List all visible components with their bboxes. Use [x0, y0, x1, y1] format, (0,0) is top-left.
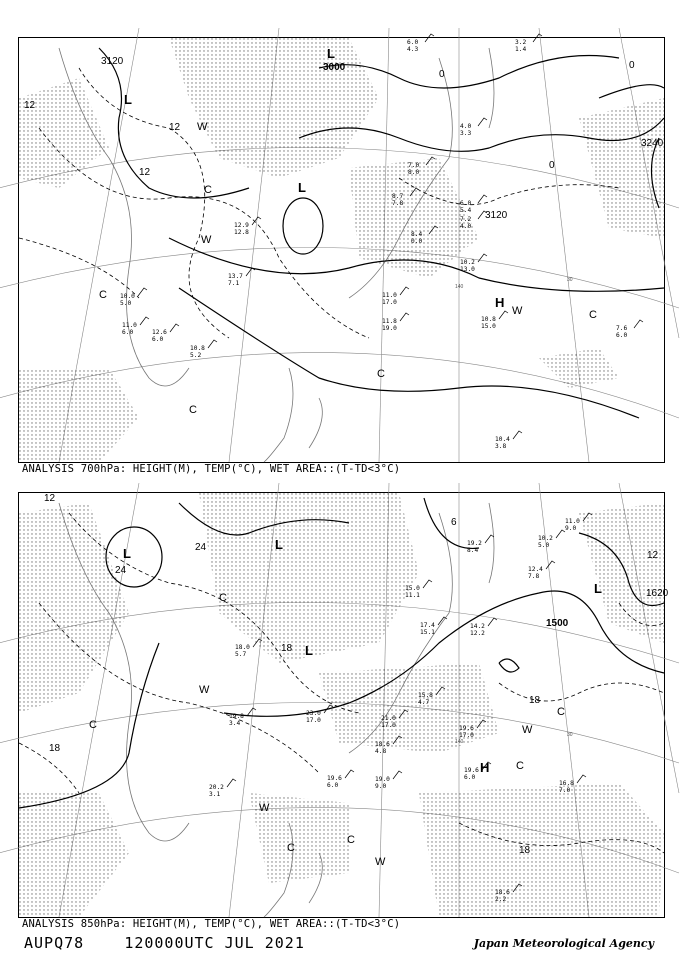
station-temperature: 20.2 — [209, 784, 224, 791]
wind-barb — [400, 313, 409, 321]
station-dewpoint-depression: 7.0 — [559, 787, 571, 794]
station-temperature: 19.8 — [229, 713, 244, 720]
wind-barb — [478, 118, 487, 126]
contour-label: 1500 — [546, 618, 569, 629]
map-850hpa — [19, 493, 669, 917]
high-center: H — [495, 295, 505, 310]
wind-barb — [227, 779, 236, 787]
warm-center: W — [375, 856, 386, 868]
station-temperature: 3.2 — [515, 39, 527, 46]
station-plot — [120, 288, 147, 307]
station-temperature: 19.6 — [464, 767, 479, 774]
station-plot — [467, 535, 494, 554]
station-dewpoint-depression: 17.0 — [382, 299, 397, 306]
wind-barb — [400, 287, 409, 295]
station-temperature: 12.4 — [528, 566, 543, 573]
station-temperature: 10.8 — [190, 345, 205, 352]
high-center: H — [480, 760, 490, 775]
warm-center: W — [522, 724, 533, 736]
station-plot — [481, 311, 508, 330]
warm-center: W — [259, 802, 270, 814]
station-dewpoint-depression: 17.0 — [459, 732, 474, 739]
station-temperature: 10.8 — [481, 316, 496, 323]
station-plot — [420, 617, 447, 636]
isotherm-label: 18 — [519, 845, 531, 856]
station-plot — [470, 618, 497, 637]
low-center: L — [305, 643, 313, 658]
station-dewpoint-depression: 7.8 — [392, 200, 404, 207]
wind-barb — [478, 195, 487, 203]
station-temperature: 15.8 — [418, 692, 433, 699]
wind-barb — [485, 535, 494, 543]
station-dewpoint-depression: 4.0 — [460, 223, 472, 230]
station-temperature: 13.7 — [228, 273, 243, 280]
station-temperature: 10.0 — [120, 293, 135, 300]
isotherm-label: 12 — [44, 493, 56, 504]
latitude-label: 30 — [567, 732, 573, 738]
station-plot — [122, 317, 149, 336]
station-dewpoint-depression: 17.0 — [306, 717, 321, 724]
cold-center: C — [219, 592, 227, 604]
station-dewpoint-depression: 3.3 — [460, 130, 472, 137]
wet-area-shading — [19, 38, 664, 462]
isotherm-label: 24 — [195, 542, 207, 553]
station-dewpoint-depression: 5.0 — [120, 300, 132, 307]
station-temperature: 7.2 — [460, 216, 472, 223]
warm-center: W — [197, 121, 208, 133]
cold-center: C — [557, 706, 565, 718]
contour-label: 3120 — [485, 210, 508, 221]
station-temperature: 11.0 — [565, 518, 580, 525]
contour-label: 3240 — [641, 138, 664, 149]
station-plot — [495, 431, 522, 450]
station-plot — [382, 313, 409, 332]
station-temperature: 16.8 — [559, 780, 574, 787]
station-temperature: 10.2 — [460, 259, 475, 266]
cold-center: C — [189, 404, 197, 416]
warm-center: W — [199, 684, 210, 696]
station-dewpoint-depression: 6.0 — [122, 329, 134, 336]
station-temperature: 10.4 — [495, 436, 510, 443]
wind-barb — [577, 775, 586, 783]
station-plot — [460, 118, 487, 137]
station-dewpoint-depression: 12.2 — [470, 630, 485, 637]
isotherm-label: 0 — [439, 69, 445, 80]
station-temperature: 21.0 — [381, 715, 396, 722]
warm-center: W — [201, 234, 212, 246]
station-dewpoint-depression: 6.0 — [152, 336, 164, 343]
wind-barb — [556, 530, 565, 538]
station-temperature: 6.0 — [460, 200, 472, 207]
cold-center: C — [89, 719, 97, 731]
isotherm-label: 0 — [629, 60, 635, 71]
station-temperature: 17.4 — [420, 622, 435, 629]
station-dewpoint-depression: 5.7 — [235, 651, 247, 658]
station-dewpoint-depression: 11.1 — [405, 592, 420, 599]
station-temperature: 7.0 — [408, 162, 420, 169]
station-dewpoint-depression: 9.0 — [565, 525, 577, 532]
wind-barb — [208, 340, 217, 348]
station-dewpoint-depression: 2.2 — [495, 896, 507, 903]
station-dewpoint-depression: 12.8 — [234, 229, 249, 236]
station-temperature: 18.6 — [375, 741, 390, 748]
station-dewpoint-depression: 5.4 — [460, 207, 472, 214]
station-dewpoint-depression: 4.7 — [418, 699, 430, 706]
station-plot — [407, 34, 434, 53]
station-plot — [152, 324, 179, 343]
contour-label: 1620 — [646, 588, 669, 599]
agency-credit: Japan Meteorological Agency — [473, 937, 654, 950]
cold-center: C — [204, 184, 212, 196]
longitude-label: 140 — [455, 284, 464, 290]
wind-barb — [513, 431, 522, 439]
station-dewpoint-depression: 4.3 — [407, 46, 419, 53]
wind-barb — [393, 771, 402, 779]
station-dewpoint-depression: 0.0 — [411, 238, 423, 245]
station-temperature: 18.0 — [235, 644, 250, 651]
isotherm-label: 6 — [451, 517, 457, 528]
wind-barb — [345, 770, 354, 778]
station-plot — [460, 254, 487, 273]
panel-caption-850hpa: ANALYSIS 850hPa: HEIGHT(M), TEMP(°C), WET AREA::(T-TD<3°C) — [22, 918, 401, 930]
cold-center: C — [516, 760, 524, 772]
product-code: AUPQ78 — [24, 934, 85, 952]
station-temperature: 14.2 — [470, 623, 485, 630]
station-plot — [190, 340, 217, 359]
station-dewpoint-depression: 7.1 — [228, 280, 240, 287]
station-temperature: 12.6 — [152, 329, 167, 336]
station-dewpoint-depression: 3.1 — [209, 791, 221, 798]
station-plot — [306, 705, 333, 724]
wind-barb — [423, 580, 432, 588]
station-dewpoint-depression: 5.0 — [538, 542, 550, 549]
isotherm-label: 12 — [169, 122, 181, 133]
low-center: L — [594, 581, 602, 596]
cold-center: C — [99, 289, 107, 301]
station-temperature: 12.9 — [234, 222, 249, 229]
isotherm-label: 12 — [647, 550, 659, 561]
station-temperature: 19.6 — [327, 775, 342, 782]
station-dewpoint-depression: 15.0 — [481, 323, 496, 330]
isotherm-label: 18 — [49, 743, 61, 754]
station-dewpoint-depression: 9.0 — [375, 783, 387, 790]
station-temperature: 6.0 — [407, 39, 419, 46]
isotherm-label: 18 — [529, 695, 541, 706]
station-temperature: 11.8 — [382, 318, 397, 325]
station-dewpoint-depression: 15.1 — [420, 629, 435, 636]
wind-barb — [425, 34, 434, 42]
station-dewpoint-depression: 3.8 — [495, 443, 507, 450]
station-dewpoint-depression: 17.0 — [381, 722, 396, 729]
panel-caption-700hpa: ANALYSIS 700hPa: HEIGHT(M), TEMP(°C), WET AREA::(T-TD<3°C) — [22, 463, 401, 475]
wind-barb — [634, 320, 643, 328]
station-dewpoint-depression: 8.4 — [467, 547, 479, 554]
station-dewpoint-depression: 6.0 — [616, 332, 628, 339]
station-temperature: 19.6 — [459, 725, 474, 732]
map-panel-700hpa — [18, 37, 665, 463]
wind-barb — [247, 708, 256, 716]
cold-center: C — [287, 842, 295, 854]
wind-barb — [546, 561, 555, 569]
isotherm-label: 18 — [281, 643, 293, 654]
wind-barb — [488, 618, 497, 626]
station-plot — [209, 779, 236, 798]
station-temperature: 23.0 — [306, 710, 321, 717]
station-dewpoint-depression: 5.2 — [190, 352, 202, 359]
wind-barb — [140, 317, 149, 325]
station-temperature: 11.0 — [122, 322, 137, 329]
station-temperature: 19.0 — [375, 776, 390, 783]
cold-center: C — [589, 309, 597, 321]
wind-barb — [170, 324, 179, 332]
station-temperature: 19.2 — [467, 540, 482, 547]
cold-center: C — [377, 368, 385, 380]
low-center: L — [327, 46, 335, 61]
low-center: L — [124, 92, 132, 107]
station-dewpoint-depression: 13.0 — [460, 266, 475, 273]
map-700hpa — [19, 38, 664, 462]
station-dewpoint-depression: 8.0 — [408, 169, 420, 176]
longitude-label: 140 — [455, 739, 464, 745]
station-plot — [382, 287, 409, 306]
station-temperature: 11.0 — [382, 292, 397, 299]
station-dewpoint-depression: 6.0 — [464, 774, 476, 781]
station-temperature: 8.7 — [392, 193, 404, 200]
wind-barb — [438, 617, 447, 625]
low-center: L — [275, 537, 283, 552]
isotherm-label: 0 — [549, 160, 555, 171]
station-dewpoint-depression: 3.4 — [229, 720, 241, 727]
warm-center: W — [512, 305, 523, 317]
station-temperature: 8.4 — [411, 231, 423, 238]
cold-center: C — [347, 834, 355, 846]
station-dewpoint-depression: 4.8 — [375, 748, 387, 755]
low-center: L — [298, 180, 306, 195]
station-plot — [375, 771, 402, 790]
wind-barb — [499, 311, 508, 319]
contour-label: 3000 — [323, 62, 346, 73]
isotherm-label: 12 — [139, 167, 151, 178]
station-dewpoint-depression: 6.0 — [327, 782, 339, 789]
valid-time: 120000UTC JUL 2021 — [124, 934, 305, 952]
station-temperature: 7.6 — [616, 325, 628, 332]
wind-barb — [138, 288, 147, 296]
station-plot — [528, 561, 555, 580]
station-dewpoint-depression: 19.0 — [382, 325, 397, 332]
station-temperature: 4.0 — [460, 123, 472, 130]
station-temperature: 15.0 — [405, 585, 420, 592]
map-panel-850hpa — [18, 492, 669, 918]
contour-label: 3120 — [101, 56, 124, 67]
isotherm-label: 24 — [115, 565, 127, 576]
station-plot — [616, 320, 643, 339]
station-dewpoint-depression: 1.4 — [515, 46, 527, 53]
station-plot — [327, 770, 354, 789]
latitude-label: 30 — [567, 277, 573, 283]
station-dewpoint-depression: 7.8 — [528, 573, 540, 580]
low-center: L — [123, 546, 131, 561]
isotherm-label: 12 — [24, 100, 36, 111]
station-plot — [515, 34, 542, 53]
station-plot — [538, 530, 565, 549]
product-header — [24, 934, 305, 952]
station-temperature: 18.6 — [495, 889, 510, 896]
station-temperature: 10.2 — [538, 535, 553, 542]
